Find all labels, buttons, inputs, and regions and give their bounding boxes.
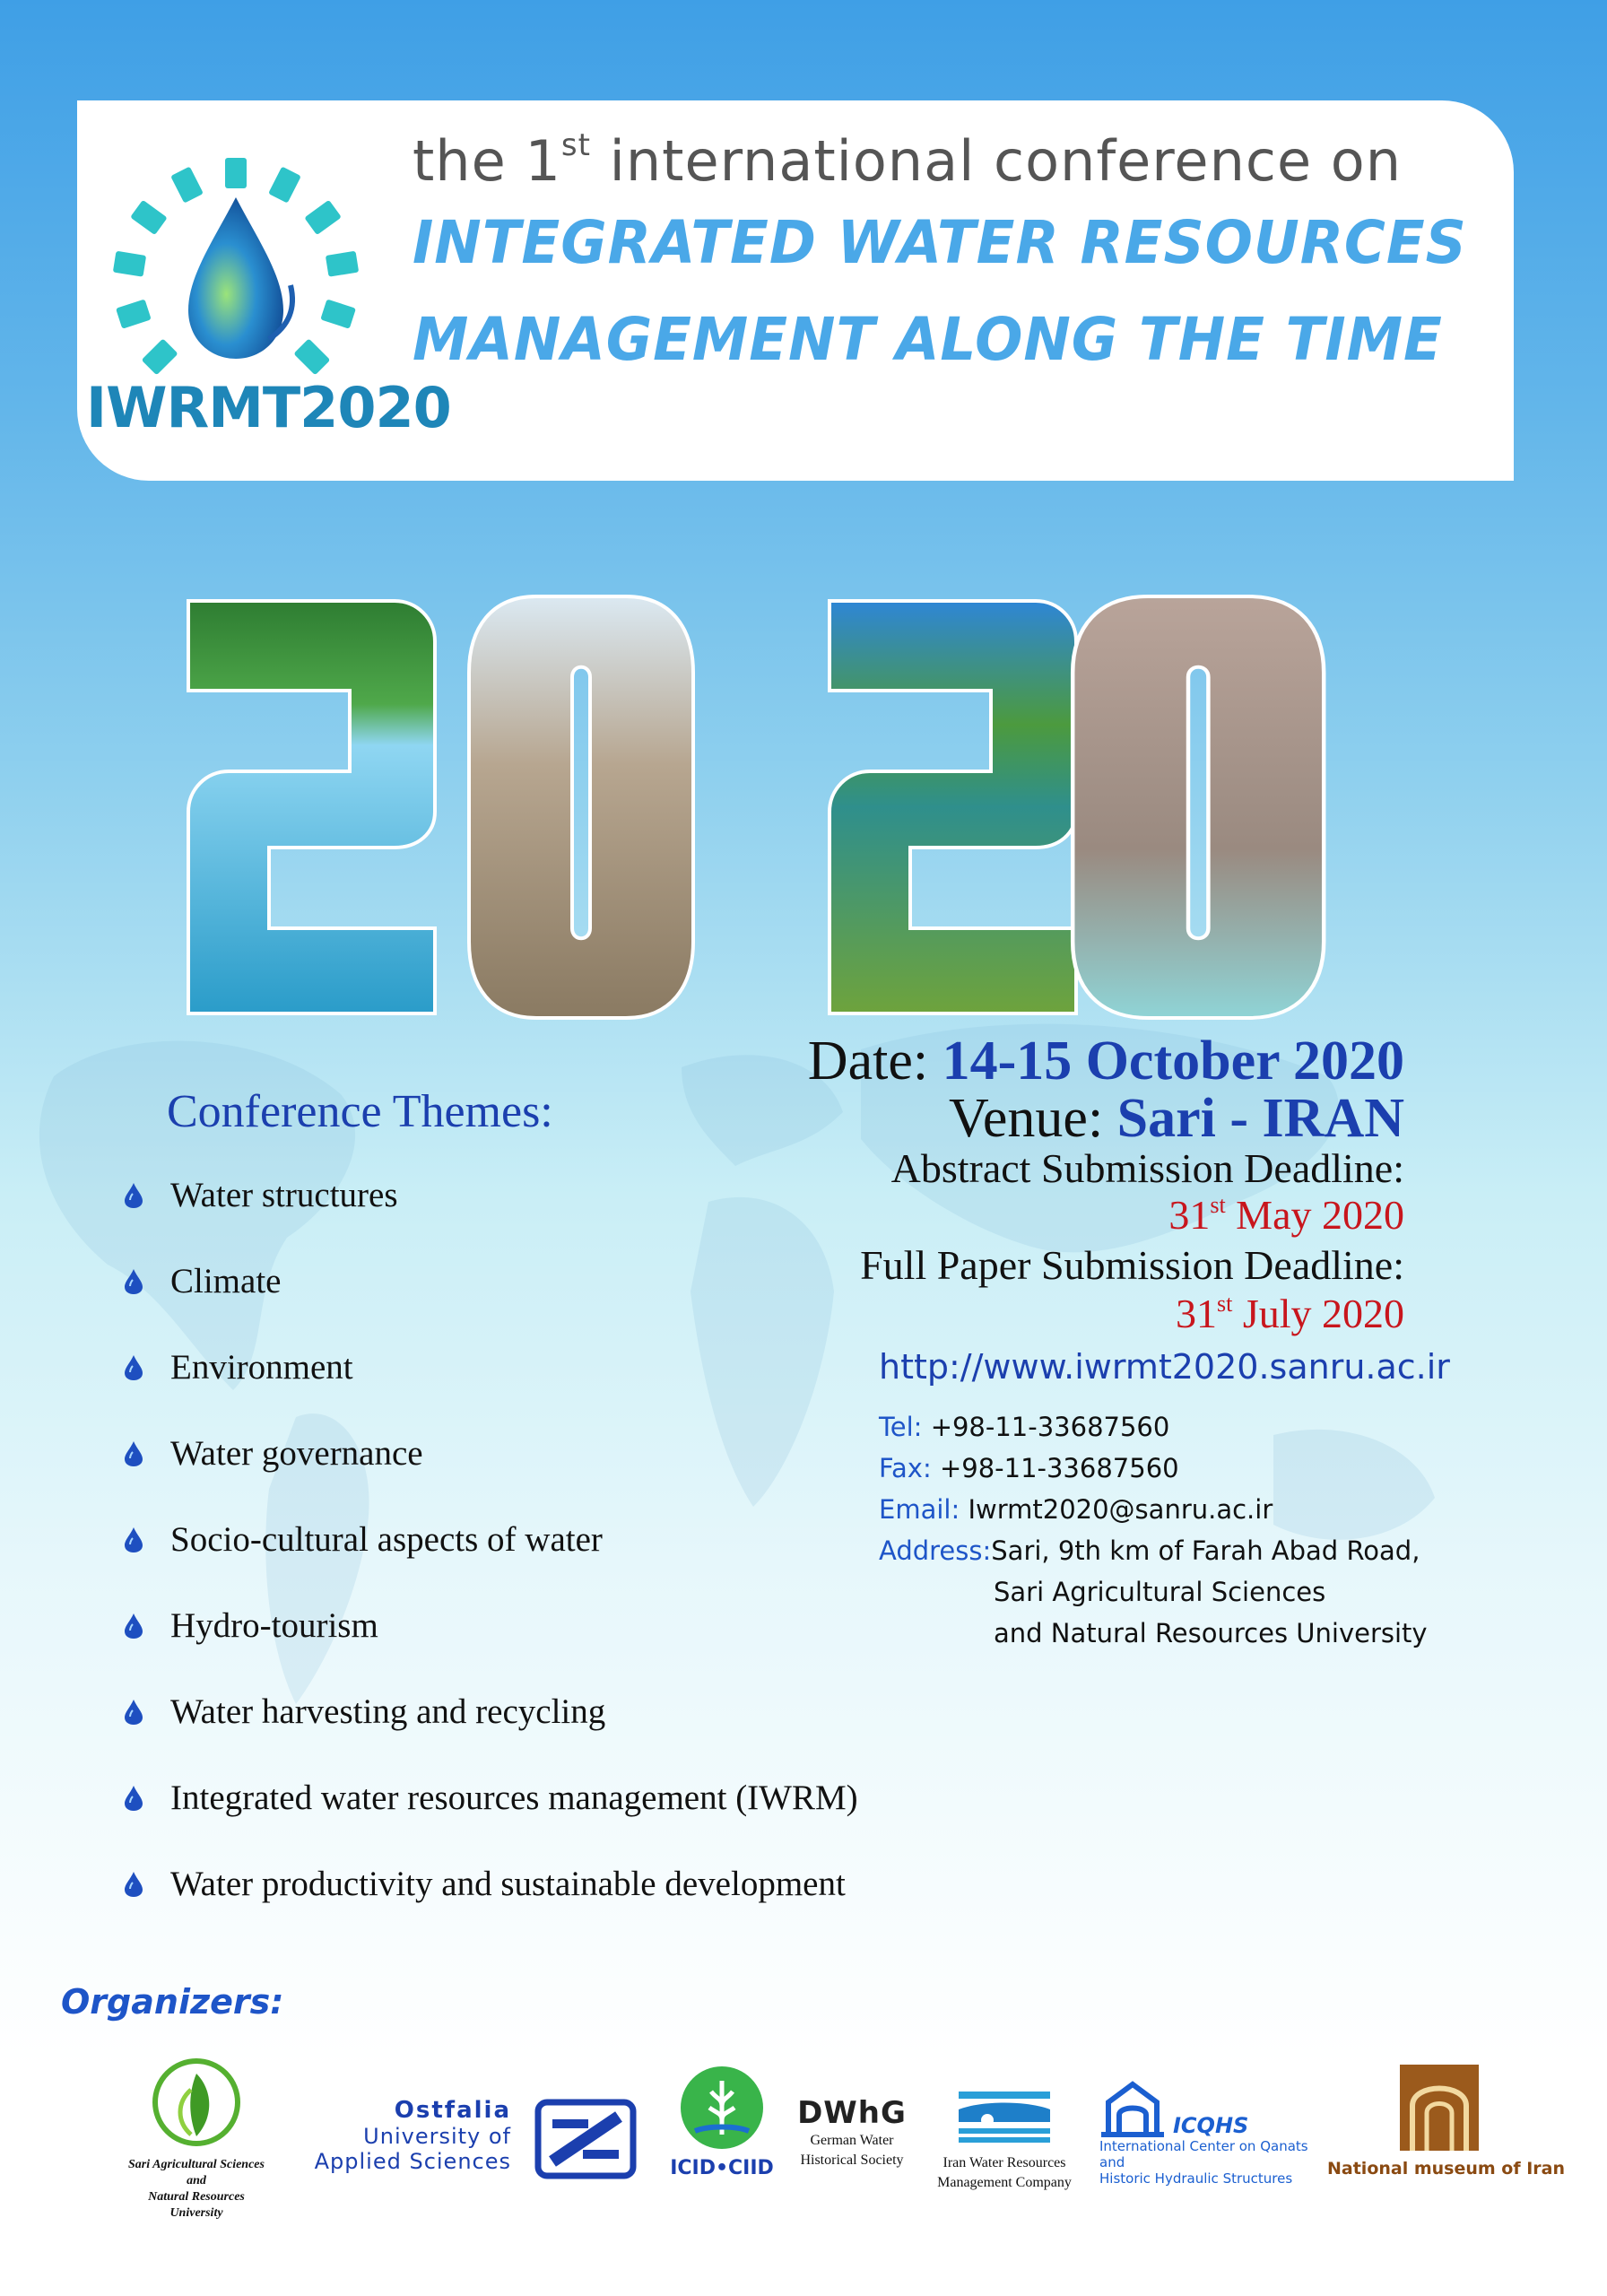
water-drop-icon [124, 1268, 143, 1295]
digit-2-first [188, 601, 435, 1013]
water-drop-icon [124, 1613, 143, 1639]
digit-2-second [830, 601, 1076, 1013]
water-drop-icon [124, 1785, 143, 1812]
water-drop-icon [124, 1182, 143, 1209]
organizer-icid: ICID•CIID [664, 2063, 780, 2179]
organizer-national-museum: National museum of Iran [1327, 2061, 1551, 2179]
list-item: Climate [117, 1261, 858, 1347]
water-drop-icon [124, 1354, 143, 1381]
digit-0-second [1073, 596, 1324, 1018]
list-item: Water structures [117, 1175, 858, 1261]
organizers-title: Organizers: [61, 1982, 284, 2022]
event-venue: Venue: Sari - IRAN [949, 1088, 1404, 1149]
contact-address-line2: Sari Agricultural Sciences [994, 1577, 1326, 1607]
list-item: Water harvesting and recycling [117, 1692, 858, 1778]
organizer-ostfalia: Ostfalia University of Applied Sciences [314, 2097, 511, 2174]
water-drop-icon [124, 1699, 143, 1726]
website-link[interactable]: http://www.iwrmt2020.sanru.ac.ir [879, 1347, 1450, 1387]
list-item: Environment [117, 1347, 858, 1433]
organizer-dwhg: DWhG German Water Historical Society [789, 2095, 915, 2170]
email-link[interactable]: Iwrmt2020@sanru.ac.ir [968, 1494, 1273, 1525]
list-item: Hydro-tourism [117, 1605, 858, 1692]
list-item: Integrated water resources management (IWRM) [117, 1778, 858, 1864]
full-paper-deadline-date: 31st July 2020 [1175, 1291, 1404, 1336]
icid-logo-icon [677, 2063, 767, 2152]
themes-title: Conference Themes: [167, 1086, 553, 1137]
full-paper-deadline-label: Full Paper Submission Deadline: [860, 1242, 1404, 1288]
abstract-deadline-date: 31st May 2020 [1168, 1192, 1404, 1238]
contact-email: Email: Iwrmt2020@sanru.ac.ir [879, 1494, 1273, 1525]
event-date: Date: 14-15 October 2020 [807, 1031, 1404, 1091]
dwhg-logo-icon: DWhG [797, 2095, 907, 2131]
organizer-icqhs: ICQHS International Center on Qanats and Historic Hydraulic Structures [1099, 2079, 1329, 2187]
water-drop-icon [124, 1440, 143, 1467]
contact-address-line3: and Natural Resources University [994, 1618, 1428, 1648]
water-drop-icon [124, 1871, 143, 1898]
icqhs-logo-icon [1099, 2079, 1166, 2138]
contact-tel: Tel: +98-11-33687560 [879, 1412, 1170, 1442]
water-drop-icon [124, 1526, 143, 1553]
contact-fax: Fax: +98-11-33687560 [879, 1453, 1179, 1483]
national-museum-logo-icon [1396, 2061, 1482, 2154]
sari-university-logo-icon [150, 2054, 243, 2152]
ostfalia-logo-icon [534, 2099, 637, 2179]
digit-0-first [469, 596, 693, 1018]
list-item: Socio-cultural aspects of water [117, 1519, 858, 1605]
abstract-deadline-label: Abstract Submission Deadline: [890, 1145, 1404, 1191]
conference-title-line3: MANAGEMENT ALONG THE TIME [413, 305, 1443, 374]
conference-logo [106, 151, 366, 411]
organizer-iran-water: Iran Water Resources Management Company [933, 2086, 1076, 2193]
organizer-sari-university: Sari Agricultural Sciences and Natural Resources University [120, 2054, 273, 2222]
logo-text: IWRMT2020 [86, 375, 451, 440]
list-item: Water productivity and sustainable development [117, 1864, 858, 1950]
contact-address: Address:Sari, 9th km of Farah Abad Road, [879, 1535, 1420, 1566]
year-2020-graphic [170, 592, 1426, 1022]
conference-title-line1: the 1st international conference on [413, 127, 1403, 194]
iran-water-logo-icon [955, 2086, 1054, 2149]
theme-list [117, 1175, 858, 1950]
conference-title-line2: INTEGRATED WATER RESOURCES [413, 208, 1467, 277]
list-item: Water governance [117, 1433, 858, 1519]
